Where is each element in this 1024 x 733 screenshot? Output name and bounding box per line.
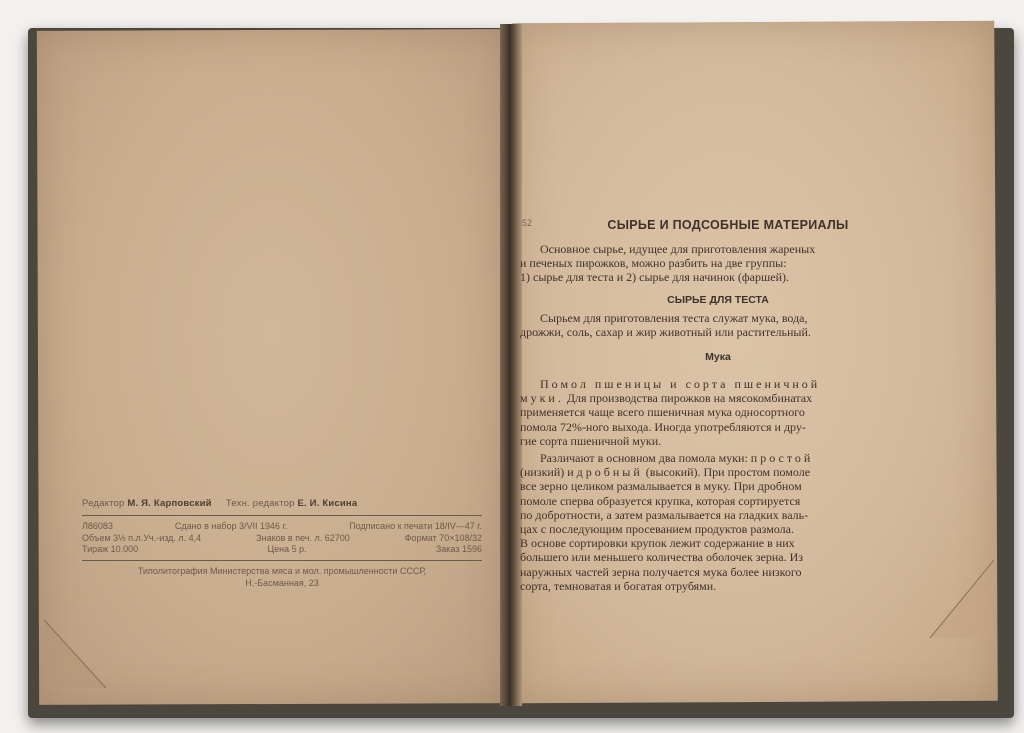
publication-row-1	[82, 521, 482, 533]
section-title: СЫРЬЕ И ПОДСОБНЫЕ МАТЕРИАЛЫ	[607, 218, 849, 232]
printer-address: Н.-Басманная, 23	[245, 577, 319, 588]
order-number: Заказ 1596	[435, 544, 482, 554]
printer-name: Типолитография Министерства мяса и мол. промышленности СССР,	[137, 565, 427, 576]
print-run: Тираж 10.000	[82, 544, 139, 554]
right-page-corner-fold	[924, 560, 994, 650]
flour-p2-line-7: В основе сортировки крупок лежит содержание в них	[520, 536, 795, 551]
flour-p2-line-5: по добротности, а затем размалывается на гладких валь-	[520, 507, 809, 522]
flour-p1-line-2-rest: Для производства пирожков на мясокомбинатах	[563, 391, 813, 406]
flour-p2-line-3: все зерно целиком размалывается в муку. При дробном	[520, 479, 802, 494]
flour-p2-line-2	[520, 465, 916, 479]
order-code: Л86083	[82, 521, 113, 531]
dough-line-2: дрожжи, соль, сахар и жир животный или растительный.	[520, 324, 811, 339]
page-number: 52	[522, 218, 533, 228]
flour-title: Мука	[705, 351, 731, 364]
print-signed-date: Подписано к печати 18/IV—47 г.	[349, 521, 482, 531]
flour-p2-line-1	[520, 451, 916, 465]
publication-row-3	[82, 544, 482, 556]
flour-p1-line-5: гие сорта пшеничной муки.	[520, 433, 662, 448]
editor-label: Редактор	[82, 498, 125, 509]
left-page-corner-fold	[44, 600, 114, 690]
editors-line	[82, 498, 482, 516]
flour-paragraph-2	[520, 451, 916, 593]
intro-line-1: Основное сырье, идущее для приготовления жареных	[540, 242, 816, 256]
tech-editor-name: Е. И. Кисина	[297, 498, 358, 509]
typeset-date: Сдано в набор 3/VII 1946 г.	[174, 521, 288, 531]
flour-p2-line-2-spaced: дробный	[576, 465, 643, 480]
flour-p2-line-1-spaced: простой	[750, 451, 814, 466]
volume-info: Объем 3½ п.л.Уч.-изд. л. 4,4	[82, 532, 202, 543]
dough-paragraph	[520, 311, 916, 339]
subsection-title: СЫРЬЕ ДЛЯ ТЕСТА	[667, 293, 769, 306]
colophon-imprint	[82, 498, 482, 589]
right-page-text	[520, 208, 916, 593]
editor-name: М. Я. Карповский	[127, 498, 212, 509]
characters-per-sheet: Знаков в печ. л. 62700	[256, 532, 350, 543]
flour-p1-line-2	[520, 391, 916, 405]
flour-p2-line-6: цах с последующим просеванием продуктов размола.	[520, 522, 794, 537]
flour-p1-line-3: применяется чаще всего пшеничная мука односортного	[520, 405, 805, 420]
flour-p2-line-9: наружных частей зерна получается мука более низкого	[520, 564, 802, 579]
intro-paragraph	[520, 242, 916, 285]
book-spine-gutter	[500, 24, 522, 706]
flour-p2-line-10: сорта, темноватая и богатая отрубями.	[520, 578, 717, 593]
publication-details	[82, 516, 482, 561]
format-info: Формат 70×108/32	[404, 532, 482, 543]
flour-p1-line-1: Помол пшеницы и сорта пшеничной	[540, 377, 821, 392]
intro-line-3: 1) сырье для теста и 2) сырье для начинок (фаршей).	[520, 270, 789, 285]
flour-p2-line-8: большего или меньшего количества оболочек зерна. Из	[520, 550, 804, 565]
flour-p2-line-2-start: (низкий) и	[520, 465, 577, 480]
printer-info	[82, 561, 482, 589]
price: Цена 5 р.	[267, 544, 307, 554]
tech-editor-label: Техн. редактор	[225, 498, 295, 509]
flour-paragraph-1	[520, 377, 916, 448]
publication-row-2	[82, 533, 482, 545]
flour-p1-line-2-spaced: муки.	[520, 391, 564, 406]
intro-line-2: и печеных пирожков, можно разбить на две группы:	[520, 256, 787, 271]
flour-p2-line-2-end: (высокий). При простом помоле	[642, 465, 811, 480]
dough-line-1: Сырьем для приготовления теста служат мука, вода,	[540, 310, 808, 325]
flour-p1-line-4: помола 72%-ного выхода. Иногда употребляются и дру-	[520, 419, 806, 434]
flour-p2-line-4: помоле сперва образуется крупка, которая сортируется	[520, 493, 801, 508]
flour-p2-line-1-start: Различают в основном два помола муки:	[540, 451, 751, 466]
